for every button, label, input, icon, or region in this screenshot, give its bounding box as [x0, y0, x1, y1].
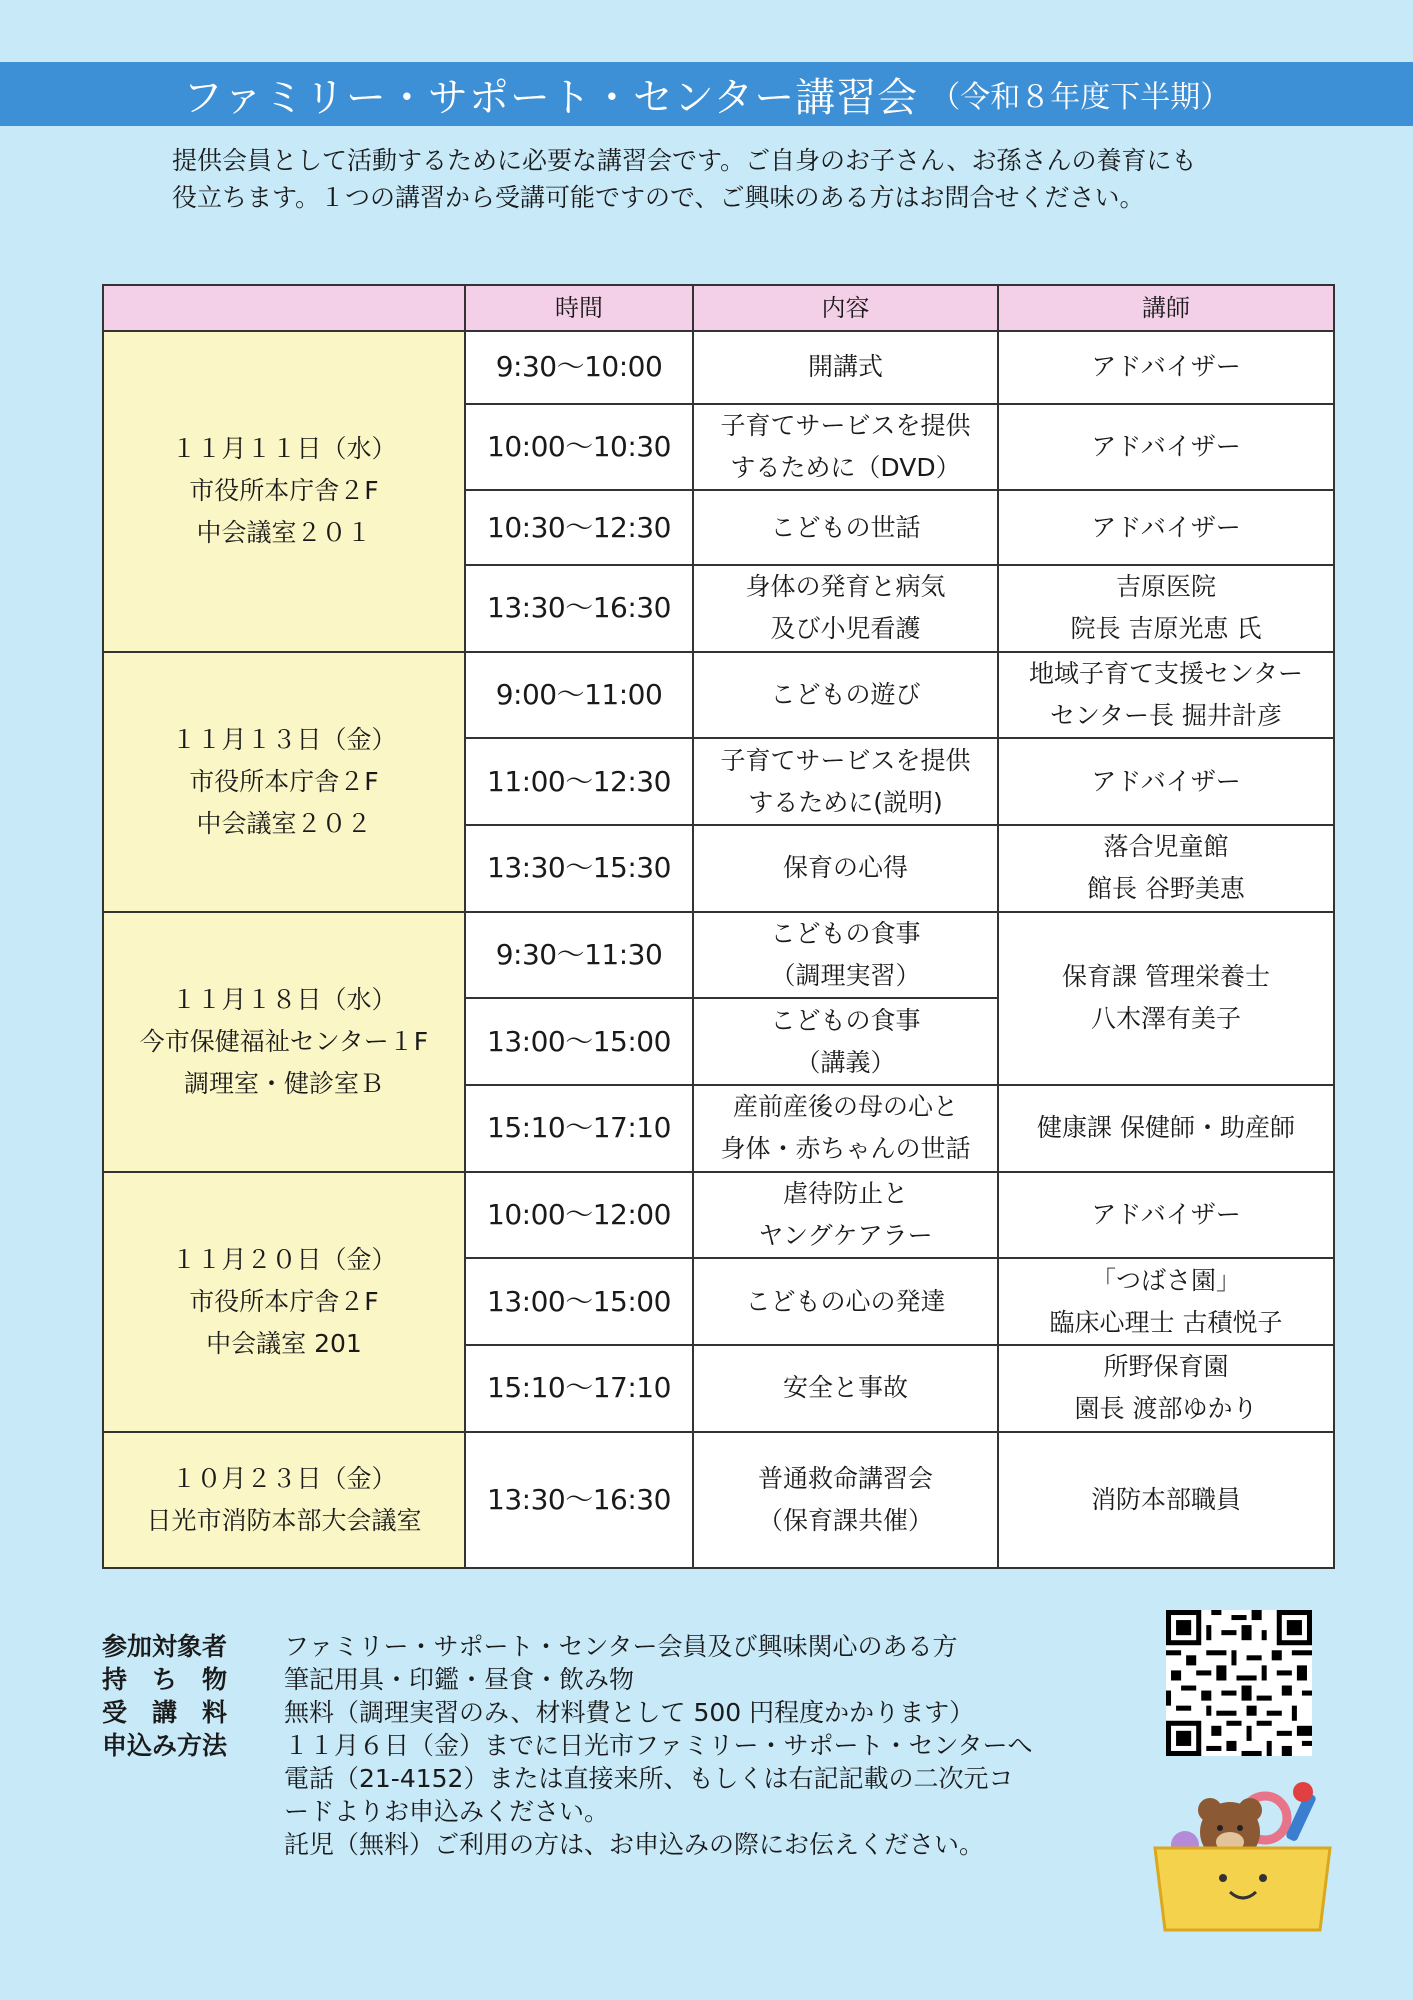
content-line: （保育課共催） [757, 1505, 933, 1535]
lecturer-line: 所野保育園 [1103, 1352, 1229, 1382]
lecturer-line: 院長 吉原光恵 氏 [1070, 614, 1262, 644]
date-cell [103, 912, 465, 1172]
content-cell [693, 1345, 998, 1432]
content-line: するために(説明) [748, 787, 943, 817]
content-line: 身体・赤ちゃんの世話 [720, 1134, 971, 1164]
time-cell: 10:30〜12:30 [465, 490, 693, 565]
fee-value: 無料（調理実習のみ、材料費として 500 円程度かかります） [284, 1698, 975, 1727]
lecturer-line: 臨床心理士 古積悦子 [1049, 1307, 1283, 1337]
lecturer-cell [998, 738, 1334, 825]
content-line: ヤングケアラー [758, 1221, 933, 1251]
date-cell [103, 652, 465, 912]
time-cell: 10:00〜12:00 [465, 1172, 693, 1259]
content-cell [693, 998, 998, 1085]
content-cell [693, 912, 998, 999]
content-line: こどもの食事 [770, 918, 921, 948]
lecturer-cell [998, 1172, 1334, 1259]
lecturer-cell [998, 1345, 1334, 1432]
lecturer-line: アドバイザー [1091, 512, 1241, 542]
lecturer-line: アドバイザー [1091, 431, 1241, 461]
lecturer-line: 地域子育て支援センター [1028, 658, 1303, 688]
venue-line: 市役所本庁舎２F [189, 766, 379, 796]
content-cell [693, 1432, 998, 1568]
info-row-items [102, 1663, 1102, 1696]
date-cell [103, 1172, 465, 1432]
lecturer-cell [998, 331, 1334, 404]
target-value: ファミリー・サポート・センター会員及び興味関心のある方 [284, 1632, 958, 1661]
lecturer-line: アドバイザー [1091, 352, 1241, 382]
intro-line: 提供会員として活動するために必要な講習会です。ご自身のお子さん、お孫さんの養育にも [172, 146, 1197, 175]
intro-line: 役立ちます。１つの講習から受講可能ですので、ご興味のある方はお問合せください。 [172, 183, 1145, 212]
date-line: １１月１１日（水） [171, 434, 397, 464]
lecturer-line: 吉原医院 [1115, 572, 1216, 602]
apply-value [284, 1729, 1084, 1861]
content-line: 普通救命講習会 [757, 1463, 933, 1493]
lecturer-cell [998, 1258, 1334, 1345]
time-cell: 13:30〜16:30 [465, 565, 693, 652]
table-row [103, 331, 1334, 404]
lecturer-line: 保育課 管理栄養士 [1062, 962, 1270, 992]
time-cell: 15:10〜17:10 [465, 1085, 693, 1172]
lecturer-cell [998, 912, 1334, 1085]
items-label: 持 ち 物 [102, 1665, 228, 1694]
content-line: こどもの食事 [770, 1005, 921, 1035]
lecturer-line: 館長 谷野美恵 [1087, 874, 1245, 904]
content-cell [693, 825, 998, 912]
content-cell [693, 652, 998, 739]
room-line: 調理室・健診室Ｂ [183, 1068, 384, 1098]
content-cell [693, 331, 998, 404]
time-cell: 9:30〜11:30 [465, 912, 693, 999]
lecturer-cell [998, 565, 1334, 652]
time-cell: 11:00〜12:30 [465, 738, 693, 825]
info-row-apply [102, 1729, 1102, 1861]
content-line: 子育てサービスを提供 [720, 745, 971, 775]
room-line: 中会議室２０２ [196, 808, 372, 838]
lecturer-cell [998, 1085, 1334, 1172]
lecturer-line: 消防本部職員 [1090, 1484, 1241, 1514]
apply-line: ードよりお申込みください。 [284, 1797, 610, 1826]
lecturer-line: アドバイザー [1091, 1200, 1241, 1230]
table-row [103, 1432, 1334, 1568]
venue-line: 今市保健福祉センター１F [139, 1026, 429, 1056]
content-line: 開講式 [807, 352, 883, 382]
intro-text [172, 142, 1292, 216]
time-cell: 13:30〜16:30 [465, 1432, 693, 1568]
content-line: こどもの心の発達 [745, 1286, 946, 1316]
info-section [102, 1630, 1102, 1861]
lecturer-cell [998, 652, 1334, 739]
room-line: 中会議室２０１ [196, 518, 372, 548]
apply-line: １１月６日（金）までに日光市ファミリー・サポート・センターへ [284, 1731, 1033, 1760]
date-line: １１月１３日（金） [171, 724, 397, 754]
info-row-target [102, 1630, 1102, 1663]
lecturer-line: 八木澤有美子 [1090, 1004, 1241, 1034]
date-line: １１月２０日（金） [171, 1244, 397, 1274]
room-line: 中会議室 201 [206, 1328, 362, 1358]
table-row [103, 1172, 1334, 1259]
content-cell [693, 490, 998, 565]
date-cell [103, 331, 465, 652]
time-cell: 9:30〜10:00 [465, 331, 693, 404]
content-cell [693, 738, 998, 825]
lecturer-cell [998, 490, 1334, 565]
date-line: １１月１８日（水） [171, 984, 397, 1014]
venue-line: 日光市消防本部大会議室 [146, 1505, 422, 1535]
lecturer-line: センター長 掘井計彦 [1050, 700, 1282, 730]
lecturer-line: アドバイザー [1091, 766, 1241, 796]
content-line: するために（DVD） [730, 452, 961, 482]
title-bar [0, 62, 1413, 126]
header-lecturer: 講師 [998, 285, 1334, 331]
content-cell [693, 1085, 998, 1172]
info-row-fee [102, 1696, 1102, 1729]
time-cell: 13:30〜15:30 [465, 825, 693, 912]
content-line: 保育の心得 [782, 853, 908, 883]
venue-line: 市役所本庁舎２F [189, 476, 379, 506]
content-line: 虐待防止と [782, 1179, 908, 1209]
time-cell: 13:00〜15:00 [465, 1258, 693, 1345]
time-cell: 10:00〜10:30 [465, 404, 693, 491]
content-line: こどもの世話 [770, 512, 921, 542]
toy-box-illustration-icon [1135, 1770, 1350, 1940]
content-line: 産前産後の母の心と [732, 1092, 958, 1122]
content-line: 子育てサービスを提供 [720, 410, 971, 440]
table-row [103, 652, 1334, 739]
lecturer-cell [998, 825, 1334, 912]
content-cell [693, 1258, 998, 1345]
lecturer-cell [998, 404, 1334, 491]
header-blank [103, 285, 465, 331]
time-cell: 9:00〜11:00 [465, 652, 693, 739]
content-cell [693, 1172, 998, 1259]
content-line: （調理実習） [770, 960, 921, 990]
page-subtitle: （令和８年度下半期） [930, 80, 1231, 115]
date-cell [103, 1432, 465, 1568]
table-row [103, 912, 1334, 999]
table-header-row [103, 285, 1334, 331]
page-title: ファミリー・サポート・センター講習会 [182, 74, 919, 121]
content-cell [693, 404, 998, 491]
lecturer-line: 落合児童館 [1103, 832, 1229, 862]
target-label: 参加対象者 [102, 1632, 228, 1661]
fee-label: 受 講 料 [102, 1698, 228, 1727]
apply-line: 電話（21-4152）または直接来所、もしくは右記記載の二次元コ [284, 1764, 1014, 1793]
time-cell: 15:10〜17:10 [465, 1345, 693, 1432]
qr-code-icon[interactable] [1166, 1610, 1312, 1756]
content-line: （講義） [795, 1047, 896, 1077]
header-time: 時間 [465, 285, 693, 331]
time-cell: 13:00〜15:00 [465, 998, 693, 1085]
header-content: 内容 [693, 285, 998, 331]
date-line: １０月２３日（金） [171, 1463, 397, 1493]
content-cell [693, 565, 998, 652]
content-line: こどもの遊び [770, 679, 921, 709]
content-line: 身体の発育と病気 [745, 572, 946, 602]
lecturer-line: 「つばさ園」 [1090, 1265, 1241, 1295]
content-line: 及び小児看護 [770, 614, 921, 644]
apply-label: 申込み方法 [102, 1731, 228, 1760]
venue-line: 市役所本庁舎２F [189, 1286, 379, 1316]
items-value: 筆記用具・印鑑・昼食・飲み物 [284, 1665, 635, 1694]
lecturer-cell [998, 1432, 1334, 1568]
lecturer-line: 園長 渡部ゆかり [1074, 1394, 1258, 1424]
lecturer-line: 健康課 保健師・助産師 [1037, 1113, 1295, 1143]
content-line: 安全と事故 [782, 1373, 908, 1403]
apply-line: 託児（無料）ご利用の方は、お申込みの際にお伝えください。 [284, 1830, 985, 1859]
schedule-table [102, 284, 1335, 1569]
